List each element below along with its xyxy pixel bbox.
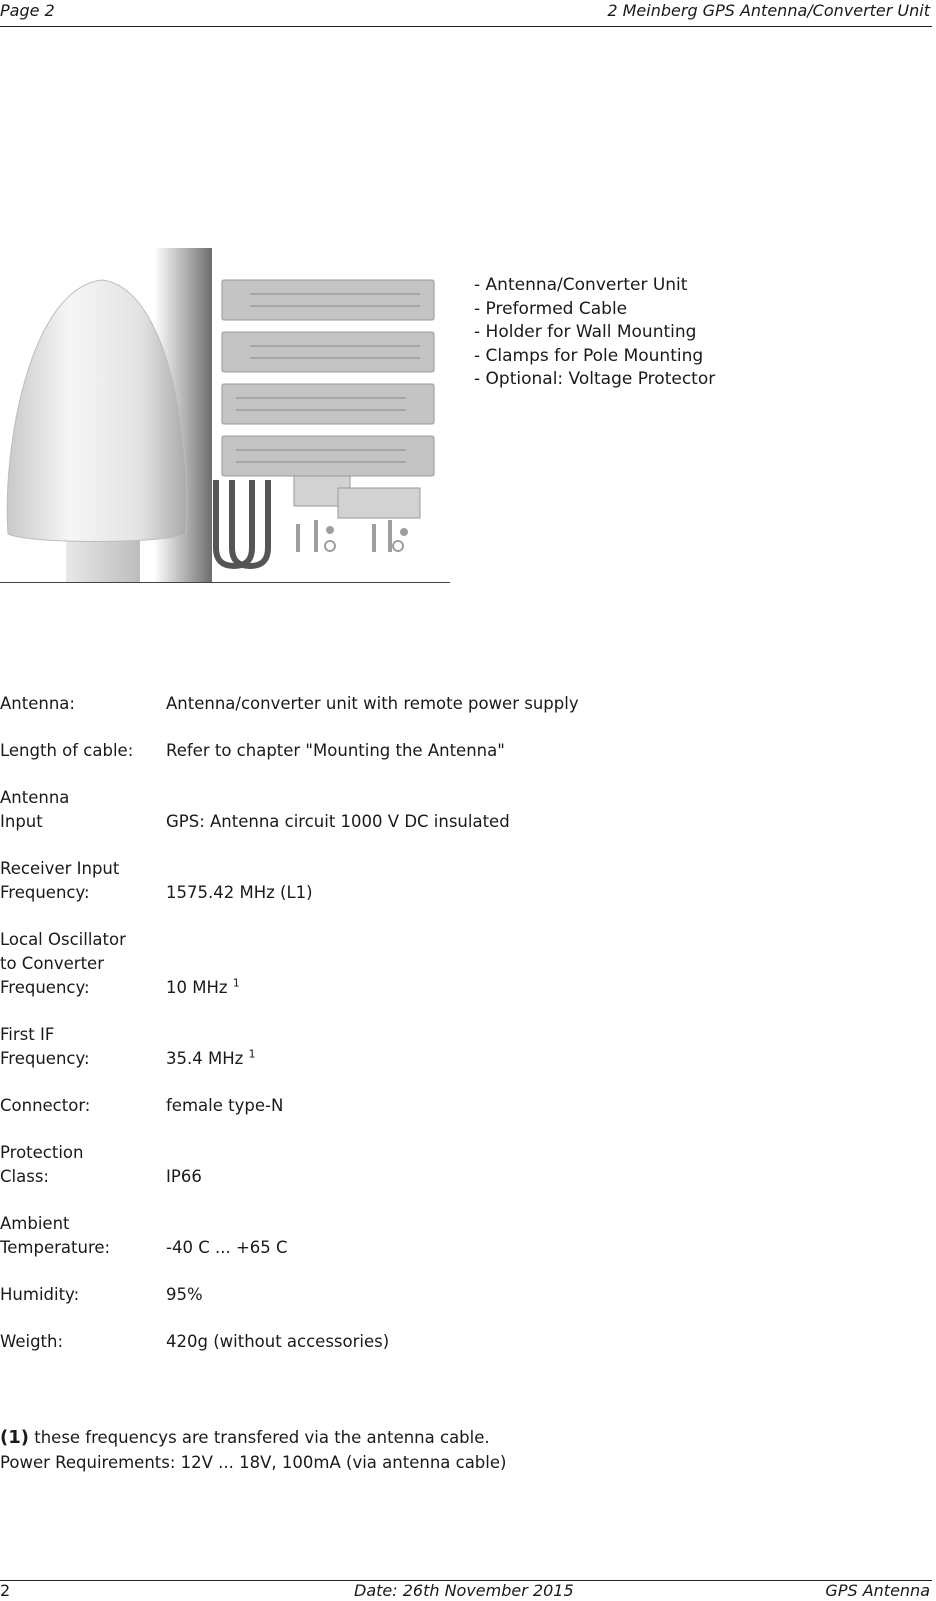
spec-label-line: Class: [0, 1167, 49, 1186]
spec-value: 420g (without accessories) [166, 1332, 390, 1351]
accessories-list [474, 274, 715, 392]
spec-label-line: Local Oscillator [0, 930, 126, 949]
spec-label: Weigth: [0, 1332, 64, 1351]
footnote-ref: 1 [248, 1047, 256, 1061]
accessory-item: - Antenna/Converter Unit [474, 274, 715, 298]
spec-value [166, 1023, 800, 1071]
footer-page-number: 2 [0, 1581, 11, 1600]
spec-row-humidity [0, 1283, 800, 1307]
spec-label-line: Antenna [0, 788, 70, 807]
accessory-item: - Preformed Cable [474, 298, 715, 322]
spec-label-line: Frequency: [0, 883, 90, 902]
spec-label [0, 786, 166, 834]
spec-label [0, 928, 166, 1000]
spec-label-line: Frequency: [0, 978, 90, 997]
spec-label [0, 857, 166, 905]
spec-value-text: GPS: Antenna circuit 1000 V DC insulated [166, 812, 510, 831]
spec-label-line: Receiver Input [0, 859, 120, 878]
spec-label-line: Protection [0, 1143, 84, 1162]
spec-row-ambient-temperature [0, 1212, 800, 1260]
spec-label-line: Frequency: [0, 1049, 90, 1068]
spec-label: Length of cable: [0, 741, 134, 760]
spec-row-connector [0, 1094, 800, 1118]
spec-label-line: Temperature: [0, 1238, 111, 1257]
technical-data-table [0, 692, 800, 1377]
spec-value [166, 786, 800, 834]
spec-value: female type-N [166, 1096, 284, 1115]
spec-row-protection-class [0, 1141, 800, 1189]
spec-value [166, 857, 800, 905]
spec-value [166, 928, 800, 1000]
footnote-ref: 1 [232, 976, 240, 990]
spec-value: 95% [166, 1285, 203, 1304]
spec-row-receiver-frequency [0, 857, 800, 905]
spec-label-line: First IF [0, 1025, 55, 1044]
footnote-text: these frequencys are transfered via the antenna cable. [34, 1428, 490, 1447]
footnote-marker: (1) [0, 1427, 29, 1448]
spec-row-first-if [0, 1023, 800, 1071]
spec-value: Refer to chapter "Mounting the Antenna" [166, 741, 505, 760]
spec-label [0, 1212, 166, 1260]
spec-value [166, 1141, 800, 1189]
footer-document-title: GPS Antenna [825, 1581, 930, 1600]
spec-label [0, 1023, 166, 1071]
spec-value: Antenna/converter unit with remote power supply [166, 694, 579, 713]
antenna-kit-photo [0, 248, 450, 583]
spec-value-text: 10 MHz [166, 978, 228, 997]
spec-row-local-oscillator [0, 928, 800, 1000]
spec-label [0, 1141, 166, 1189]
spec-value-text: 35.4 MHz [166, 1049, 244, 1068]
spec-label-line: Input [0, 812, 43, 831]
antenna-kit-illustration [0, 248, 450, 582]
spec-row-antenna-input [0, 786, 800, 834]
spec-row-cable-length [0, 739, 800, 763]
spec-value-text: 1575.42 MHz (L1) [166, 883, 313, 902]
spec-label-line: Ambient [0, 1214, 70, 1233]
accessory-item: - Holder for Wall Mounting [474, 321, 715, 345]
footnote [0, 1425, 506, 1475]
accessory-item: - Optional: Voltage Protector [474, 368, 715, 392]
page-header [0, 0, 932, 27]
spec-value-text: -40 C ... +65 C [166, 1238, 288, 1257]
spec-value-text: IP66 [166, 1167, 202, 1186]
footer-date: Date: 26th November 2015 [354, 1581, 574, 1600]
spec-row-weight [0, 1330, 800, 1354]
spec-label: Antenna: [0, 694, 75, 713]
spec-label-line: to Converter [0, 954, 104, 973]
header-chapter-title: 2 Meinberg GPS Antenna/Converter Unit [607, 1, 930, 20]
header-page-label: Page 2 [0, 1, 55, 20]
spec-value [166, 1212, 800, 1260]
spec-label: Connector: [0, 1096, 91, 1115]
power-requirements: Power Requirements: 12V ... 18V, 100mA (via antenna cable) [0, 1453, 507, 1472]
accessory-item: - Clamps for Pole Mounting [474, 345, 715, 369]
spec-row-antenna [0, 692, 800, 716]
spec-label: Humidity: [0, 1285, 80, 1304]
page-footer [0, 1580, 932, 1599]
